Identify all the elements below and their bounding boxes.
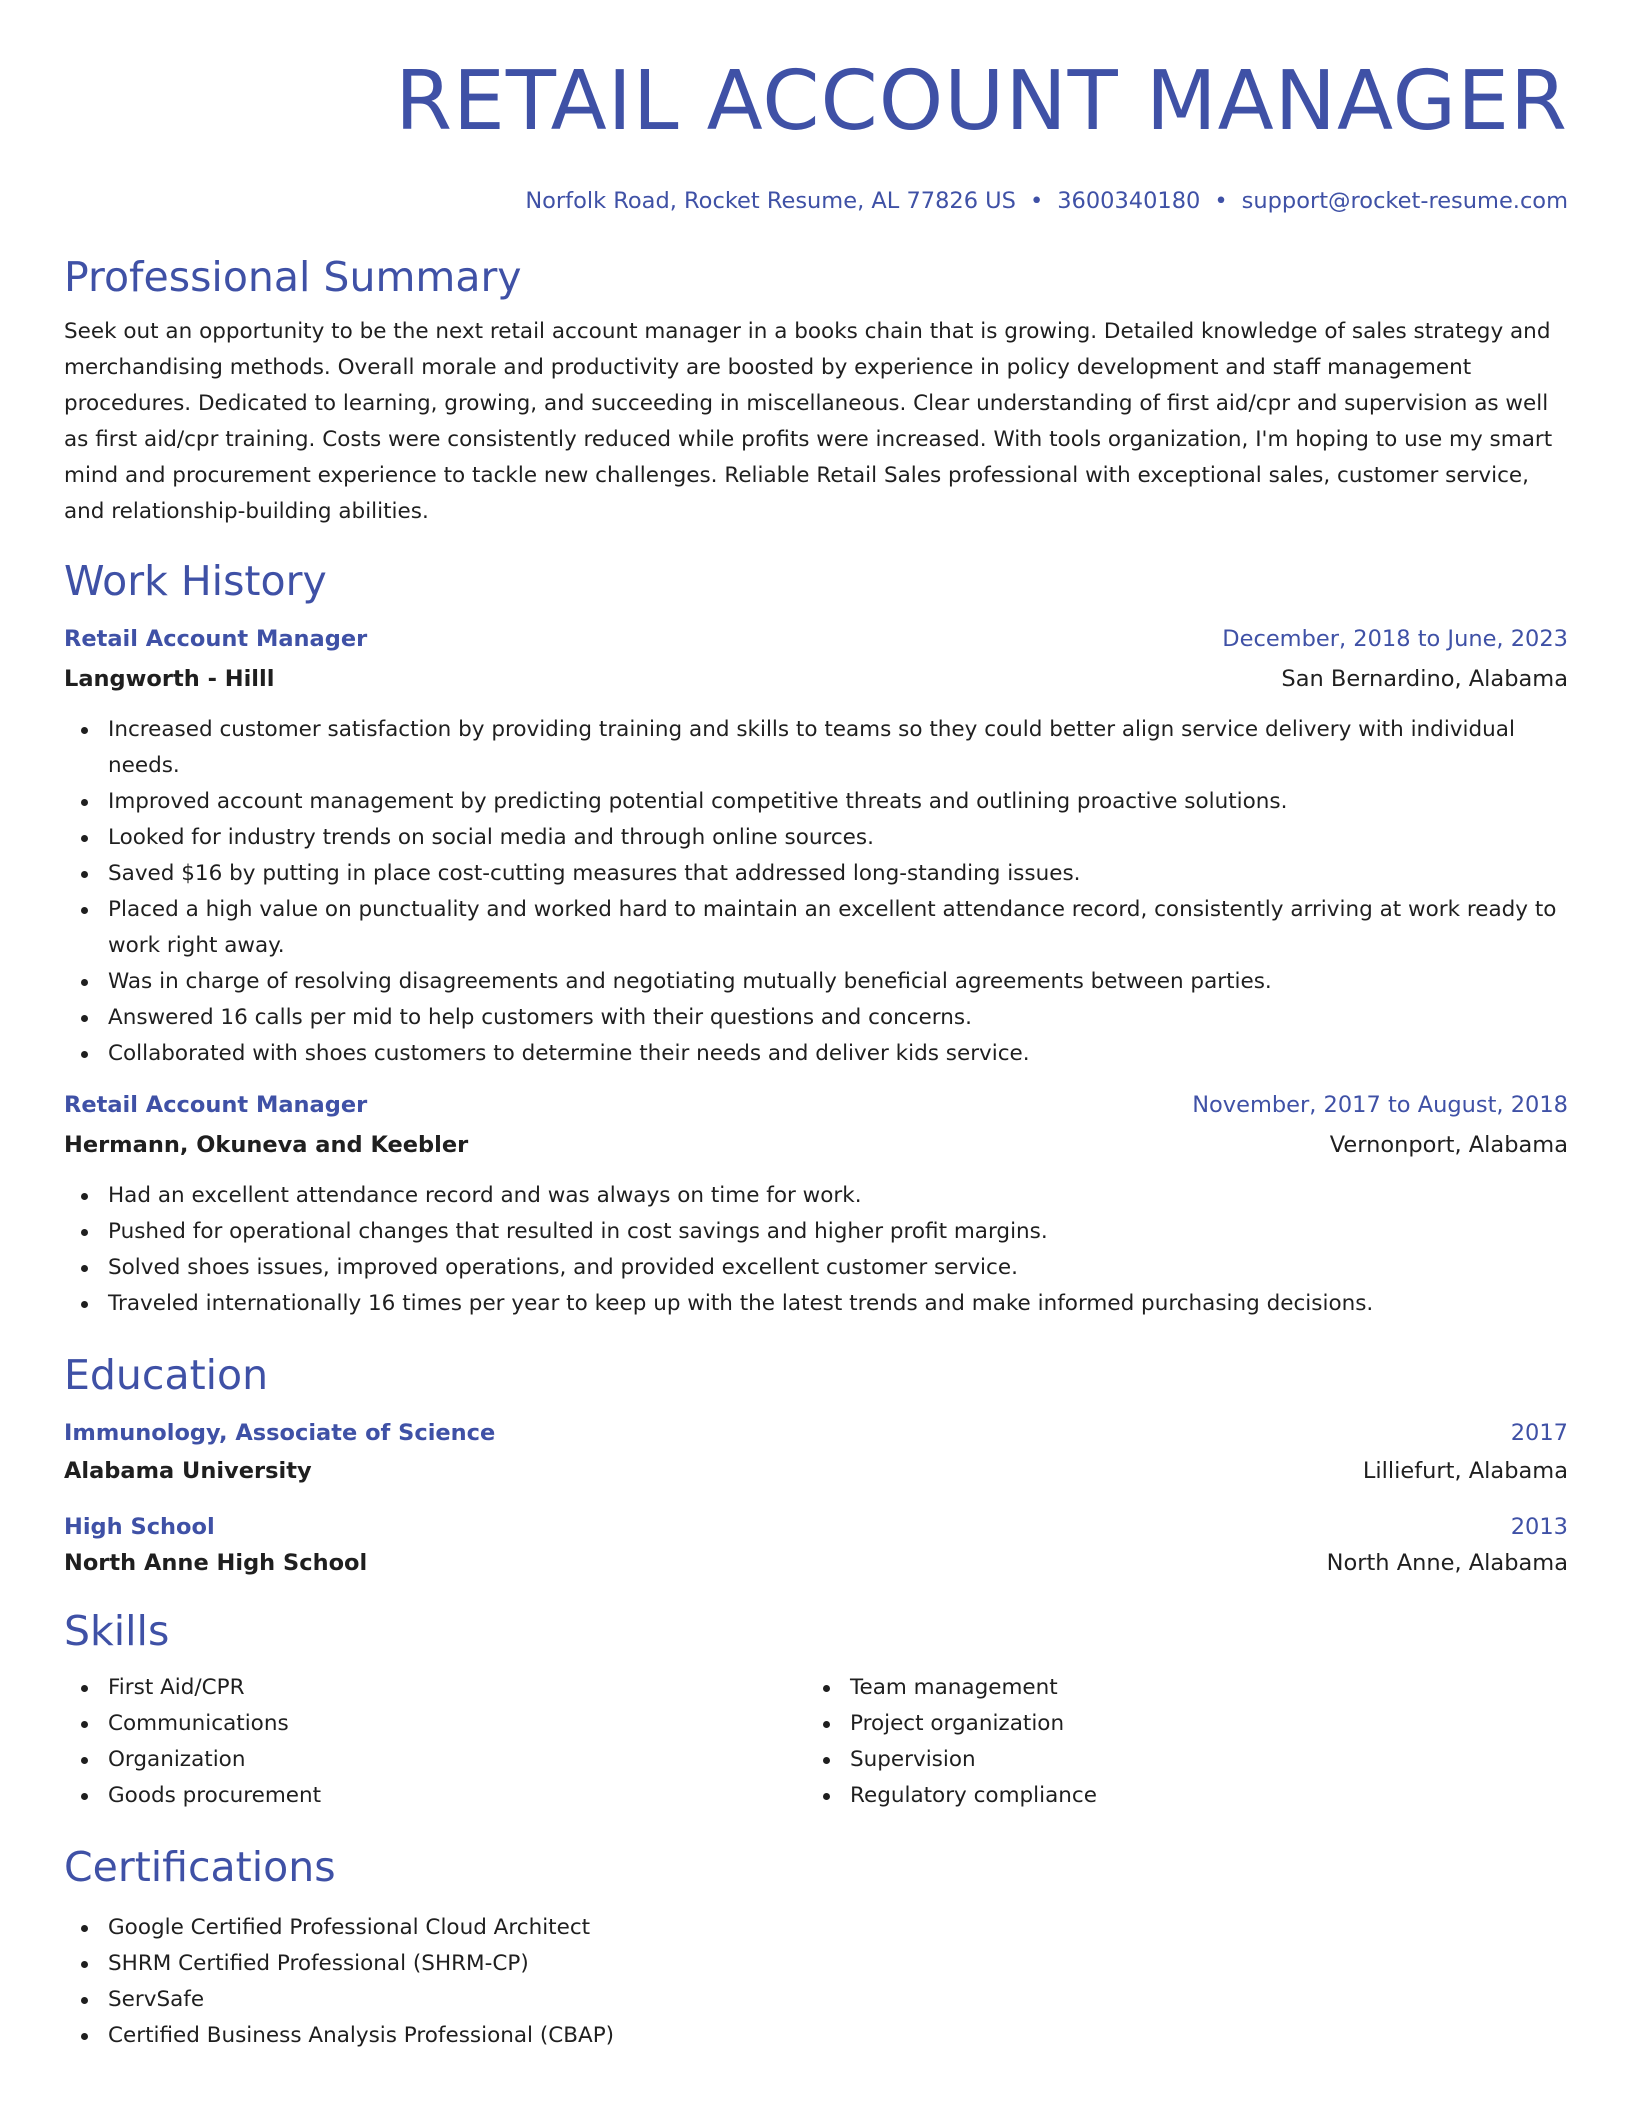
address: Norfolk Road, Rocket Resume, AL 77826 US: [525, 188, 1016, 214]
education-heading: Education: [64, 1351, 269, 1399]
certification-item: Certified Business Analysis Professional (CBAP): [64, 2018, 1568, 2054]
bullet-item: Saved $16 by putting in place cost-cutting measures that addressed long-standing issues.: [64, 856, 1568, 892]
bullet-item: Placed a high value on punctuality and worked hard to maintain an excellent attendance record, consistently arriving at work ready to work right away.: [64, 892, 1568, 964]
bullet-item: Solved shoes issues, improved operations, and provided excellent customer service.: [64, 1250, 1568, 1286]
skill-item: Organization: [64, 1742, 806, 1778]
school-name: North Anne High School: [64, 1550, 368, 1576]
skill-item: First Aid/CPR: [64, 1670, 806, 1706]
degree: High School: [64, 1514, 215, 1540]
bullet-item: Answered 16 calls per mid to help customers with their questions and concerns.: [64, 1000, 1568, 1036]
phone: 3600340180: [1057, 188, 1201, 214]
bullet-item: Improved account management by predicting potential competitive threats and outlining proactive solutions.: [64, 784, 1568, 820]
skill-item: Communications: [64, 1706, 806, 1742]
bullet-item: Was in charge of resolving disagreements and negotiating mutually beneficial agreements between parties.: [64, 964, 1568, 1000]
bullet-item: Had an excellent attendance record and was always on time for work.: [64, 1178, 1568, 1214]
bullet-item: Increased customer satisfaction by providing training and skills to teams so they could better align service delivery with individual needs.: [64, 712, 1568, 784]
skills-heading: Skills: [64, 1607, 170, 1655]
skill-item: Regulatory compliance: [806, 1778, 1548, 1814]
summary-text: Seek out an opportunity to be the next retail account manager in a books chain that is growing. Detailed knowledge of sales strategy and merchandising methods. Overall morale and productivity are boosted by experience in policy development and staff management procedures. Dedicated to learning, growing, and succeeding in miscellaneous. Clear understanding of first aid/cpr and supervision as well as first aid/cpr training. Costs were consistently reduced while profits were increased. With tools organization, I'm hoping to use my smart mind and procurement experience to tackle new challenges. Reliable Retail Sales professional with exceptional sales, customer service, and relationship-building abilities.: [64, 319, 1553, 524]
job-dates: November, 2017 to August, 2018: [1192, 1092, 1568, 1118]
school-name: Alabama University: [64, 1458, 312, 1484]
certification-item: SHRM Certified Professional (SHRM-CP): [64, 1946, 1568, 1982]
certifications-list: [64, 1910, 1568, 2054]
job-bullets: [64, 712, 1568, 1072]
skills-list: [64, 1670, 1568, 1814]
contact-line: [64, 186, 1568, 216]
job-bullets: [64, 1178, 1568, 1322]
skill-item: Team management: [806, 1670, 1548, 1706]
company-name: Langworth - Hilll: [64, 666, 275, 692]
education-entry: [64, 1418, 1568, 1486]
degree: Immunology, Associate of Science: [64, 1420, 496, 1446]
summary-heading: Professional Summary: [64, 253, 522, 301]
job-entry: [64, 1090, 1568, 1322]
skill-item: Supervision: [806, 1742, 1548, 1778]
graduation-year: 2013: [1510, 1514, 1568, 1540]
certification-item: Google Certified Professional Cloud Architect: [64, 1910, 1568, 1946]
work-history-heading: Work History: [64, 557, 327, 605]
school-location: Lilliefurt, Alabama: [1362, 1458, 1568, 1484]
job-title: Retail Account Manager: [64, 1092, 368, 1118]
bullet-item: Traveled internationally 16 times per year to keep up with the latest trends and make informed purchasing decisions.: [64, 1286, 1568, 1322]
school-location: North Anne, Alabama: [1326, 1550, 1568, 1576]
skill-item: Project organization: [806, 1706, 1548, 1742]
bullet-item: Pushed for operational changes that resulted in cost savings and higher profit margins.: [64, 1214, 1568, 1250]
separator: •: [1214, 188, 1228, 214]
separator: •: [1029, 188, 1044, 214]
job-dates: December, 2018 to June, 2023: [1222, 626, 1568, 652]
graduation-year: 2017: [1510, 1420, 1568, 1446]
skills-column-left: [64, 1670, 806, 1814]
resume-name: RETAIL ACCOUNT MANAGER: [395, 54, 1568, 149]
skills-column-right: [806, 1670, 1548, 1814]
certification-item: ServSafe: [64, 1982, 1568, 2018]
certifications-heading: Certifications: [64, 1843, 336, 1891]
job-location: Vernonport, Alabama: [1329, 1132, 1568, 1158]
bullet-item: Collaborated with shoes customers to determine their needs and deliver kids service.: [64, 1036, 1568, 1072]
skill-item: Goods procurement: [64, 1778, 806, 1814]
job-location: San Bernardino, Alabama: [1281, 666, 1568, 692]
education-entry: [64, 1514, 1568, 1578]
job-title: Retail Account Manager: [64, 626, 368, 652]
bullet-item: Looked for industry trends on social media and through online sources.: [64, 820, 1568, 856]
email: support@rocket-resume.com: [1241, 188, 1568, 214]
job-entry: [64, 624, 1568, 1072]
company-name: Hermann, Okuneva and Keebler: [64, 1132, 469, 1158]
